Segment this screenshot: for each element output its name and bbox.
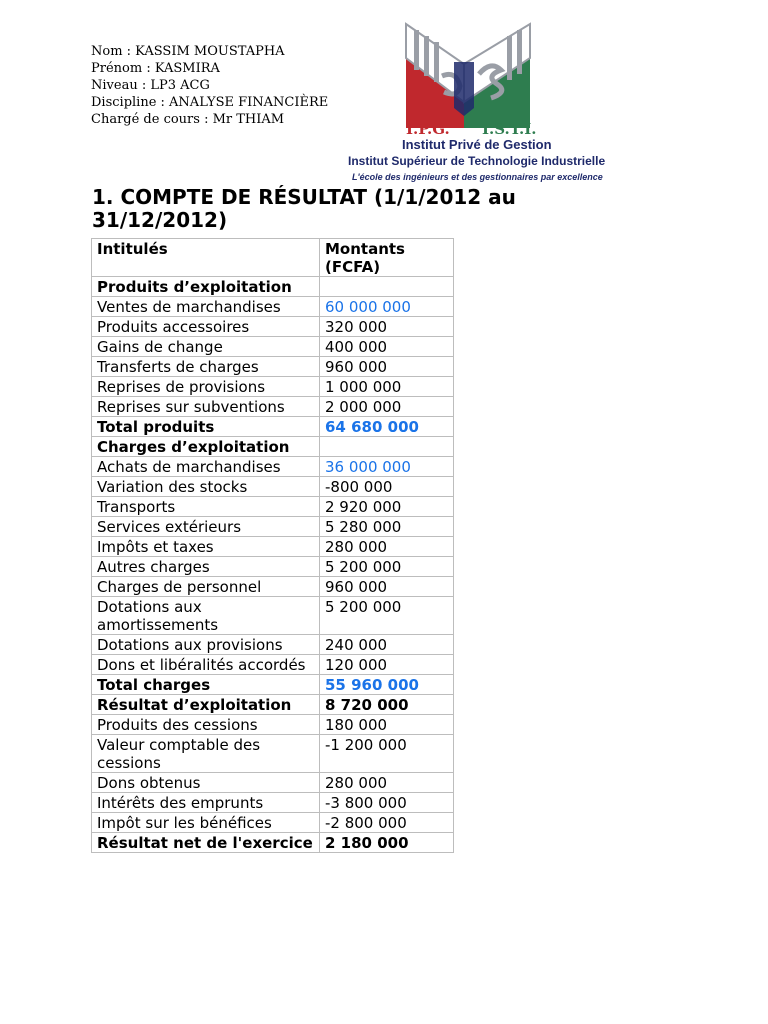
- table-row: [92, 397, 454, 417]
- header-label: Intitulés: [92, 239, 320, 277]
- row-amount: [320, 277, 454, 297]
- table-row: [92, 635, 454, 655]
- row-label: Charges d’exploitation: [92, 437, 320, 457]
- row-amount: -800 000: [320, 477, 454, 497]
- table-row: [92, 477, 454, 497]
- table-header-row: [92, 239, 454, 277]
- row-label: Valeur comptable des cessions: [92, 735, 320, 773]
- row-label: Achats de marchandises: [92, 457, 320, 477]
- table-row: [92, 773, 454, 793]
- row-amount: 2 920 000: [320, 497, 454, 517]
- logo-acronym-isti: I.S.T.I.: [482, 120, 537, 138]
- row-amount: -1 200 000: [320, 735, 454, 773]
- row-amount: 180 000: [320, 715, 454, 735]
- row-label: Dotations aux amortissements: [92, 597, 320, 635]
- row-amount: 5 200 000: [320, 557, 454, 577]
- page-title: 1. COMPTE DE RÉSULTAT (1/1/2012 au 31/12/2012): [92, 185, 516, 232]
- row-amount: 8 720 000: [320, 695, 454, 715]
- row-label: Gains de change: [92, 337, 320, 357]
- row-label: Dotations aux provisions: [92, 635, 320, 655]
- student-name: Nom : KASSIM MOUSTAPHA: [91, 44, 285, 59]
- table-row: [92, 277, 454, 297]
- row-label: Intérêts des emprunts: [92, 793, 320, 813]
- logo-acronym-ipg: I.P.G.: [406, 120, 450, 138]
- table-row: [92, 317, 454, 337]
- row-amount: 240 000: [320, 635, 454, 655]
- row-label: Dons et libéralités accordés: [92, 655, 320, 675]
- table-row: [92, 517, 454, 537]
- row-label: Autres charges: [92, 557, 320, 577]
- income-statement-table: [91, 238, 454, 853]
- row-amount: -3 800 000: [320, 793, 454, 813]
- logo-tagline: L'école des ingénieurs et des gestionnaires par excellence: [352, 172, 603, 182]
- row-amount: 5 280 000: [320, 517, 454, 537]
- table-row: [92, 457, 454, 477]
- row-label: Total produits: [92, 417, 320, 437]
- lecturer: Chargé de cours : Mr THIAM: [91, 112, 285, 127]
- table-row: [92, 597, 454, 635]
- row-label: Charges de personnel: [92, 577, 320, 597]
- table-row: [92, 735, 454, 773]
- table-row: [92, 793, 454, 813]
- row-amount: 5 200 000: [320, 597, 454, 635]
- table-row: [92, 833, 454, 853]
- logo-line-isti: Institut Supérieur de Technologie Industrielle: [348, 154, 606, 168]
- student-firstname: Prénom : KASMIRA: [91, 61, 220, 76]
- row-amount: 1 000 000: [320, 377, 454, 397]
- table-row: [92, 695, 454, 715]
- row-amount: 400 000: [320, 337, 454, 357]
- row-label: Résultat net de l'exercice: [92, 833, 320, 853]
- row-amount: 64 680 000: [320, 417, 454, 437]
- table-row: [92, 437, 454, 457]
- row-label: Dons obtenus: [92, 773, 320, 793]
- logo-line-ipg: Institut Privé de Gestion: [402, 137, 552, 152]
- row-label: Produits des cessions: [92, 715, 320, 735]
- row-label: Transferts de charges: [92, 357, 320, 377]
- row-amount: 320 000: [320, 317, 454, 337]
- row-label: Produits d’exploitation: [92, 277, 320, 297]
- row-label: Variation des stocks: [92, 477, 320, 497]
- row-amount: 2 000 000: [320, 397, 454, 417]
- table-row: [92, 337, 454, 357]
- table-row: [92, 377, 454, 397]
- row-amount: 960 000: [320, 577, 454, 597]
- student-level: Niveau : LP3 ACG: [91, 78, 210, 93]
- row-amount: 120 000: [320, 655, 454, 675]
- row-label: Impôt sur les bénéfices: [92, 813, 320, 833]
- table-row: [92, 417, 454, 437]
- row-amount: -2 800 000: [320, 813, 454, 833]
- header-amount: Montants (FCFA): [320, 239, 454, 277]
- discipline: Discipline : ANALYSE FINANCIÈRE: [91, 95, 329, 110]
- table-row: [92, 497, 454, 517]
- table-row: [92, 557, 454, 577]
- row-amount: 60 000 000: [320, 297, 454, 317]
- table-row: [92, 577, 454, 597]
- table-row: [92, 537, 454, 557]
- table-row: [92, 813, 454, 833]
- row-amount: 280 000: [320, 773, 454, 793]
- row-amount: 960 000: [320, 357, 454, 377]
- table-row: [92, 297, 454, 317]
- row-label: Résultat d’exploitation: [92, 695, 320, 715]
- row-label: Services extérieurs: [92, 517, 320, 537]
- table-row: [92, 357, 454, 377]
- row-label: Impôts et taxes: [92, 537, 320, 557]
- row-amount: 36 000 000: [320, 457, 454, 477]
- row-label: Reprises sur subventions: [92, 397, 320, 417]
- row-label: Produits accessoires: [92, 317, 320, 337]
- row-amount: 55 960 000: [320, 675, 454, 695]
- row-label: Transports: [92, 497, 320, 517]
- row-label: Reprises de provisions: [92, 377, 320, 397]
- student-info: [91, 43, 328, 128]
- table-row: [92, 715, 454, 735]
- ipg-isti-logo: [314, 16, 650, 186]
- row-label: Total charges: [92, 675, 320, 695]
- row-amount: 2 180 000: [320, 833, 454, 853]
- row-label: Ventes de marchandises: [92, 297, 320, 317]
- table-row: [92, 675, 454, 695]
- row-amount: 280 000: [320, 537, 454, 557]
- table-row: [92, 655, 454, 675]
- row-amount: [320, 437, 454, 457]
